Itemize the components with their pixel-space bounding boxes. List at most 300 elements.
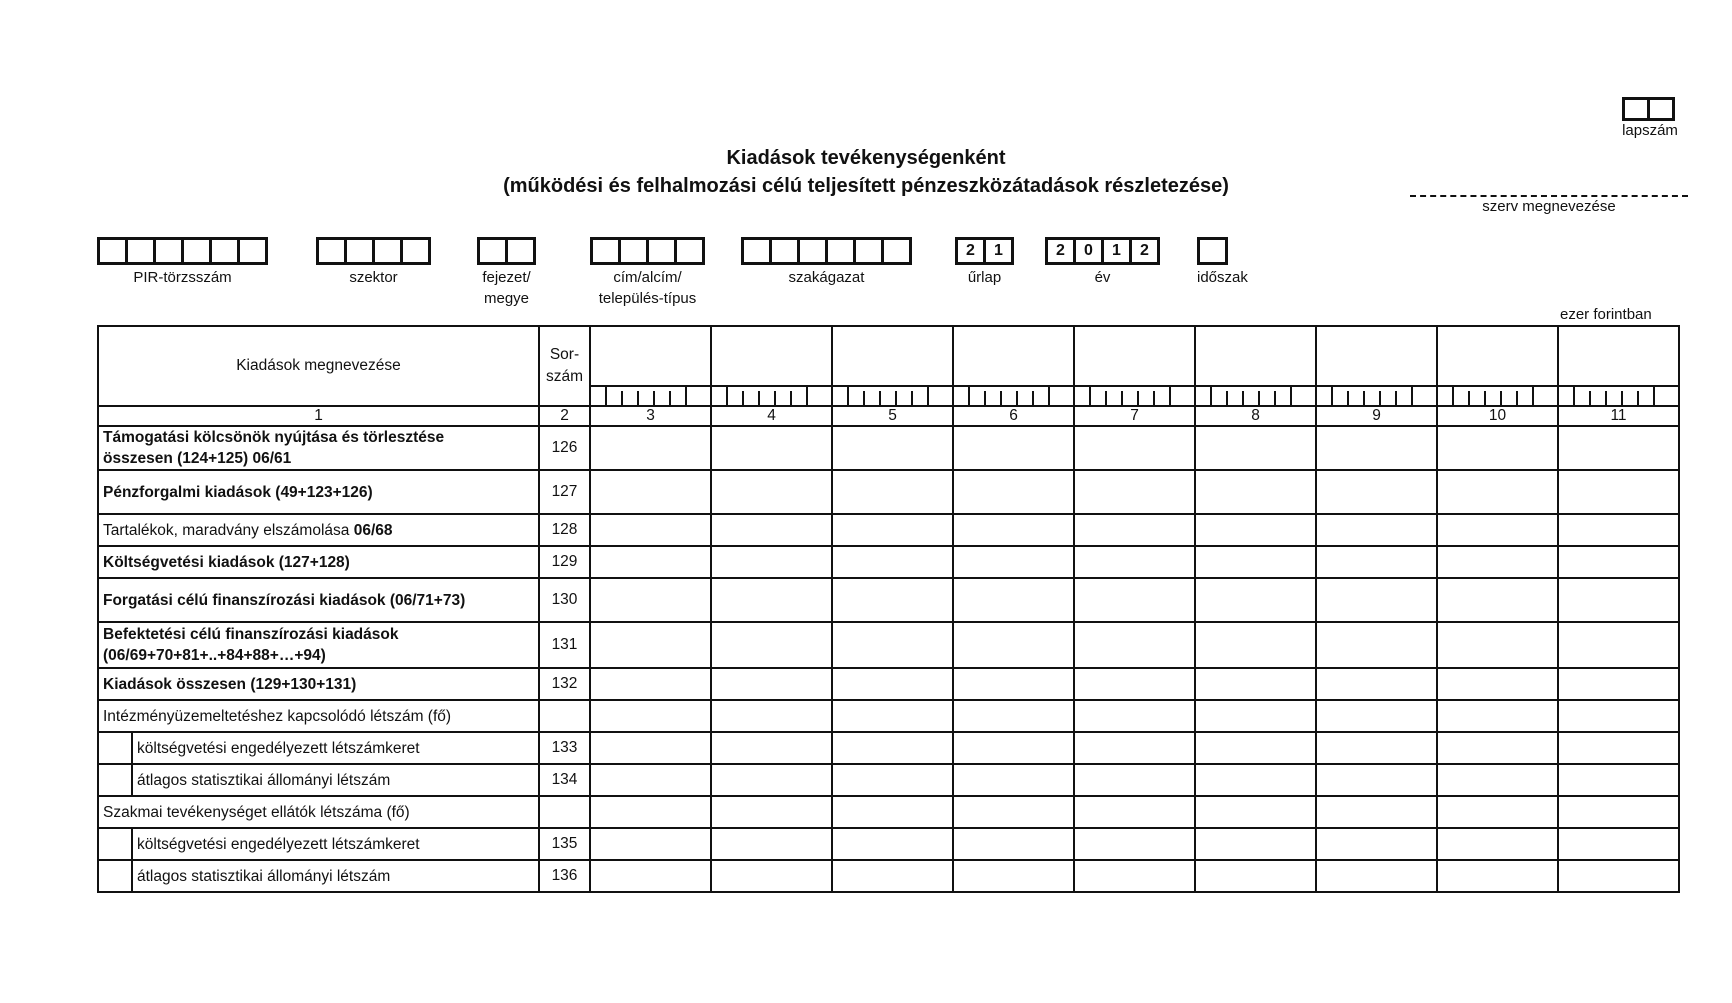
- form-title-block: [0, 144, 1732, 200]
- code-ticks: [1210, 387, 1306, 405]
- id-field-label: [97, 267, 268, 288]
- id-field-box[interactable]: 2: [1045, 237, 1076, 265]
- data-cell[interactable]: [590, 796, 711, 828]
- table-row: [98, 514, 1679, 546]
- data-cell[interactable]: [1558, 514, 1679, 546]
- code-tick-cell[interactable]: [1195, 386, 1316, 406]
- data-cell[interactable]: [1074, 546, 1195, 578]
- id-field-box[interactable]: [1197, 237, 1228, 265]
- id-field-box[interactable]: [125, 237, 156, 265]
- unit-label: ezer forintban: [1560, 306, 1652, 323]
- tick-mark: [774, 391, 776, 405]
- data-cell[interactable]: [1437, 622, 1558, 668]
- row-name: [98, 668, 539, 700]
- data-cell[interactable]: [711, 622, 832, 668]
- data-cell[interactable]: [1195, 860, 1316, 892]
- tick-mark: [669, 391, 671, 405]
- row-name-text-line2: összesen (124+125) 06/61: [103, 450, 292, 467]
- data-cell[interactable]: [1074, 700, 1195, 732]
- id-field-label: [590, 267, 705, 309]
- tick-mark: [1573, 385, 1575, 405]
- code-tick-cell[interactable]: [1437, 386, 1558, 406]
- data-cell[interactable]: [1195, 732, 1316, 764]
- data-cell[interactable]: [711, 732, 832, 764]
- code-tick-cell[interactable]: [1074, 386, 1195, 406]
- id-field-boxes[interactable]: [97, 237, 268, 265]
- row-number: 134: [539, 764, 590, 796]
- row-name: [98, 622, 539, 668]
- row-name: [98, 426, 539, 470]
- row-name-text: Támogatási kölcsönök nyújtása és törlesztése: [103, 429, 445, 446]
- tick-mark: [1290, 385, 1292, 405]
- data-cell[interactable]: [1074, 578, 1195, 622]
- data-cell[interactable]: [590, 426, 711, 470]
- data-cell[interactable]: [1074, 668, 1195, 700]
- data-cell[interactable]: [1074, 860, 1195, 892]
- tick-mark: [637, 391, 639, 405]
- data-cell[interactable]: [953, 764, 1074, 796]
- data-cell[interactable]: [832, 546, 953, 578]
- data-cell[interactable]: [590, 732, 711, 764]
- data-cell[interactable]: [1074, 470, 1195, 514]
- data-cell[interactable]: [832, 668, 953, 700]
- tick-mark: [742, 391, 744, 405]
- col-header-blank[interactable]: [711, 326, 832, 386]
- id-field-box[interactable]: [853, 237, 884, 265]
- data-cell[interactable]: [1558, 470, 1679, 514]
- data-cell[interactable]: [1437, 668, 1558, 700]
- data-cell[interactable]: [1316, 514, 1437, 546]
- data-cell[interactable]: [1437, 514, 1558, 546]
- tick-mark: [621, 391, 623, 405]
- data-cell[interactable]: [1074, 426, 1195, 470]
- data-cell[interactable]: [1074, 796, 1195, 828]
- id-field-box[interactable]: [618, 237, 649, 265]
- data-cell[interactable]: [1195, 622, 1316, 668]
- data-cell[interactable]: [953, 732, 1074, 764]
- id-field-box[interactable]: [477, 237, 508, 265]
- tick-mark: [1032, 391, 1034, 405]
- data-cell[interactable]: [832, 514, 953, 546]
- lapszam-boxes[interactable]: [1622, 97, 1675, 121]
- data-cell[interactable]: [953, 860, 1074, 892]
- id-field-group: [316, 237, 431, 288]
- id-field-box[interactable]: [646, 237, 677, 265]
- data-cell[interactable]: [590, 860, 711, 892]
- id-field-boxes[interactable]: [590, 237, 705, 265]
- tick-mark: [911, 391, 913, 405]
- data-cell[interactable]: [1558, 764, 1679, 796]
- tick-mark: [1210, 385, 1212, 405]
- data-cell[interactable]: [1437, 426, 1558, 470]
- id-field-boxes[interactable]: [316, 237, 431, 265]
- lapszam-label: lapszám: [1622, 122, 1678, 139]
- tick-mark: [1258, 391, 1260, 405]
- col-header-blank[interactable]: [1195, 326, 1316, 386]
- data-cell[interactable]: [1437, 470, 1558, 514]
- code-ticks: [1573, 387, 1669, 405]
- tick-mark: [1105, 391, 1107, 405]
- data-cell[interactable]: [1195, 796, 1316, 828]
- data-cell[interactable]: [1195, 426, 1316, 470]
- id-field-box[interactable]: [881, 237, 912, 265]
- data-cell[interactable]: [1195, 470, 1316, 514]
- col-header-blank[interactable]: [1437, 326, 1558, 386]
- id-field-label: [1197, 267, 1248, 288]
- row-name-text: Kiadások összesen (129+130+131): [103, 675, 357, 693]
- code-ticks: [1089, 387, 1185, 405]
- data-cell[interactable]: [1316, 860, 1437, 892]
- data-cell[interactable]: [711, 700, 832, 732]
- data-cell[interactable]: [1437, 860, 1558, 892]
- data-cell[interactable]: [1558, 828, 1679, 860]
- row-name-text: átlagos statisztikai állományi létszám: [137, 867, 391, 885]
- lapszam-box-1[interactable]: [1622, 97, 1650, 121]
- tick-mark: [847, 385, 849, 405]
- data-cell[interactable]: [711, 796, 832, 828]
- data-cell[interactable]: [1558, 796, 1679, 828]
- data-cell[interactable]: [1558, 546, 1679, 578]
- data-cell[interactable]: [1437, 764, 1558, 796]
- data-cell[interactable]: [1316, 764, 1437, 796]
- data-cell[interactable]: [1316, 700, 1437, 732]
- id-field-box[interactable]: [97, 237, 128, 265]
- data-cell[interactable]: [1437, 796, 1558, 828]
- data-cell[interactable]: [711, 764, 832, 796]
- data-cell[interactable]: [953, 700, 1074, 732]
- column-number: 3: [590, 406, 711, 426]
- data-cell[interactable]: [953, 426, 1074, 470]
- code-ticks: [847, 387, 943, 405]
- sorszam-line2: szám: [545, 368, 584, 385]
- data-cell[interactable]: [1316, 732, 1437, 764]
- row-number: 133: [539, 732, 590, 764]
- table-row: [98, 764, 1679, 796]
- tick-mark: [1121, 391, 1123, 405]
- data-cell[interactable]: [1195, 764, 1316, 796]
- data-cell[interactable]: [832, 578, 953, 622]
- tick-mark: [1363, 391, 1365, 405]
- data-cell[interactable]: [711, 860, 832, 892]
- data-cell[interactable]: [1437, 828, 1558, 860]
- tick-mark: [1621, 391, 1623, 405]
- tick-mark: [1500, 391, 1502, 405]
- id-field-box[interactable]: [181, 237, 212, 265]
- row-name: [98, 796, 539, 828]
- data-cell[interactable]: [953, 828, 1074, 860]
- data-cell[interactable]: [953, 578, 1074, 622]
- data-cell[interactable]: [590, 622, 711, 668]
- data-cell[interactable]: [711, 470, 832, 514]
- tick-mark: [927, 385, 929, 405]
- data-cell[interactable]: [1558, 622, 1679, 668]
- id-field-label-line1: év: [1094, 269, 1111, 286]
- code-tick-cell[interactable]: [1558, 386, 1679, 406]
- data-cell[interactable]: [1437, 578, 1558, 622]
- row-name-text: Pénzforgalmi kiadások (49+123+126): [103, 483, 373, 501]
- id-field-box[interactable]: [674, 237, 705, 265]
- data-cell[interactable]: [590, 514, 711, 546]
- data-cell[interactable]: [1195, 700, 1316, 732]
- data-cell[interactable]: [953, 514, 1074, 546]
- tick-mark: [895, 391, 897, 405]
- data-cell[interactable]: [1195, 546, 1316, 578]
- id-field-box[interactable]: [825, 237, 856, 265]
- data-cell[interactable]: [1195, 578, 1316, 622]
- id-field-boxes[interactable]: [1197, 237, 1248, 265]
- data-cell[interactable]: [711, 546, 832, 578]
- id-field-label-line1: PIR-törzsszám: [133, 269, 232, 286]
- code-tick-cell[interactable]: [711, 386, 832, 406]
- data-cell[interactable]: [832, 732, 953, 764]
- table-row: [98, 622, 1679, 668]
- lapszam-box-2[interactable]: [1647, 97, 1675, 121]
- sub-indent: [103, 829, 133, 859]
- data-cell[interactable]: [1195, 828, 1316, 860]
- id-field-group: [1197, 237, 1248, 288]
- data-cell[interactable]: [953, 668, 1074, 700]
- tick-mark: [1137, 391, 1139, 405]
- data-cell[interactable]: [832, 860, 953, 892]
- data-cell[interactable]: [953, 622, 1074, 668]
- table-row: [98, 470, 1679, 514]
- col-header-blank[interactable]: [953, 326, 1074, 386]
- tick-mark: [1016, 391, 1018, 405]
- data-cell[interactable]: [1437, 700, 1558, 732]
- data-cell[interactable]: [832, 796, 953, 828]
- data-cell[interactable]: [1316, 578, 1437, 622]
- data-cell[interactable]: [832, 470, 953, 514]
- col-header-blank[interactable]: [832, 326, 953, 386]
- tick-mark: [653, 391, 655, 405]
- id-field-label-line2: település-típus: [598, 290, 697, 307]
- table-row: [98, 578, 1679, 622]
- data-cell[interactable]: [1074, 828, 1195, 860]
- data-cell[interactable]: [1195, 514, 1316, 546]
- data-cell[interactable]: [1316, 546, 1437, 578]
- row-name: [98, 514, 539, 546]
- data-cell[interactable]: [590, 470, 711, 514]
- row-name: [98, 828, 539, 860]
- id-field-box[interactable]: [153, 237, 184, 265]
- row-name: [98, 546, 539, 578]
- tick-mark: [1532, 385, 1534, 405]
- code-tick-cell[interactable]: [1316, 386, 1437, 406]
- col-header-blank[interactable]: [1316, 326, 1437, 386]
- tick-mark: [1242, 391, 1244, 405]
- col-header-blank[interactable]: [590, 326, 711, 386]
- data-cell[interactable]: [711, 578, 832, 622]
- id-field-box[interactable]: 1: [983, 237, 1014, 265]
- tick-mark: [1468, 391, 1470, 405]
- data-cell[interactable]: [953, 546, 1074, 578]
- data-cell[interactable]: [711, 514, 832, 546]
- id-field-box[interactable]: [316, 237, 347, 265]
- tick-mark: [984, 391, 986, 405]
- row-number: 130: [539, 578, 590, 622]
- id-field-label-line1: szakágazat: [788, 269, 865, 286]
- data-cell[interactable]: [953, 470, 1074, 514]
- id-field-box[interactable]: [209, 237, 240, 265]
- id-field-boxes[interactable]: [741, 237, 912, 265]
- column-number: 8: [1195, 406, 1316, 426]
- tick-mark: [790, 391, 792, 405]
- data-cell[interactable]: [1558, 732, 1679, 764]
- data-cell[interactable]: [590, 764, 711, 796]
- row-number: 129: [539, 546, 590, 578]
- table-row: [98, 426, 1679, 470]
- id-field-box[interactable]: [400, 237, 431, 265]
- code-ticks: [968, 387, 1064, 405]
- szerv-line[interactable]: [1410, 195, 1688, 197]
- id-field-box[interactable]: [769, 237, 800, 265]
- data-cell[interactable]: [590, 700, 711, 732]
- id-field-group: [955, 237, 1014, 288]
- data-cell[interactable]: [1074, 622, 1195, 668]
- id-field-box[interactable]: 1: [1101, 237, 1132, 265]
- data-cell[interactable]: [1074, 732, 1195, 764]
- id-field-box[interactable]: [372, 237, 403, 265]
- col-header-blank[interactable]: [1074, 326, 1195, 386]
- data-cell[interactable]: [953, 796, 1074, 828]
- id-field-boxes[interactable]: [1045, 237, 1160, 265]
- data-cell[interactable]: [590, 578, 711, 622]
- data-cell[interactable]: [1437, 546, 1558, 578]
- id-field-boxes[interactable]: [477, 237, 536, 265]
- data-cell[interactable]: [1316, 470, 1437, 514]
- data-cell[interactable]: [832, 622, 953, 668]
- id-field-label: [316, 267, 431, 288]
- column-number: 2: [539, 406, 590, 426]
- data-cell[interactable]: [1316, 828, 1437, 860]
- data-cell[interactable]: [1316, 796, 1437, 828]
- column-number: 10: [1437, 406, 1558, 426]
- row-name-text: Befektetési célú finanszírozási kiadások: [103, 626, 399, 643]
- id-field-group: [590, 237, 705, 309]
- data-cell[interactable]: [832, 700, 953, 732]
- id-field-box[interactable]: 2: [955, 237, 986, 265]
- id-field-box[interactable]: 0: [1073, 237, 1104, 265]
- tick-mark: [605, 385, 607, 405]
- table-row: [98, 668, 1679, 700]
- tick-mark: [1226, 391, 1228, 405]
- id-field-box[interactable]: [505, 237, 536, 265]
- tick-mark: [1331, 385, 1333, 405]
- data-cell[interactable]: [1437, 732, 1558, 764]
- col-header-name: Kiadások megnevezése: [98, 326, 539, 406]
- id-field-label-line1: űrlap: [967, 269, 1002, 286]
- row-name-text: Költségvetési kiadások (127+128): [103, 553, 350, 571]
- code-tick-cell[interactable]: [953, 386, 1074, 406]
- column-number-row: [98, 406, 1679, 426]
- data-cell[interactable]: [1558, 578, 1679, 622]
- row-name-text: átlagos statisztikai állományi létszám: [137, 771, 391, 789]
- row-name: [98, 578, 539, 622]
- code-ticks: [605, 387, 701, 405]
- row-number: 128: [539, 514, 590, 546]
- id-field-box[interactable]: [344, 237, 375, 265]
- code-ticks: [1452, 387, 1548, 405]
- id-field-box[interactable]: [741, 237, 772, 265]
- data-cell[interactable]: [1074, 514, 1195, 546]
- tick-mark: [1048, 385, 1050, 405]
- id-field-group: [477, 237, 536, 309]
- table-row: [98, 546, 1679, 578]
- id-field-label: [477, 267, 536, 309]
- tick-mark: [1395, 391, 1397, 405]
- code-tick-cell[interactable]: [590, 386, 711, 406]
- data-cell[interactable]: [711, 426, 832, 470]
- row-number: 135: [539, 828, 590, 860]
- code-tick-cell[interactable]: [832, 386, 953, 406]
- tick-mark: [1169, 385, 1171, 405]
- data-cell[interactable]: [590, 828, 711, 860]
- data-cell[interactable]: [1558, 700, 1679, 732]
- data-cell[interactable]: [832, 828, 953, 860]
- row-name-text: Forgatási célú finanszírozási kiadások (06/71+73): [103, 591, 466, 609]
- row-name: [98, 700, 539, 732]
- column-number: 4: [711, 406, 832, 426]
- id-field-group: [1045, 237, 1160, 288]
- data-cell[interactable]: [590, 546, 711, 578]
- row-number: 132: [539, 668, 590, 700]
- data-cell[interactable]: [1316, 668, 1437, 700]
- data-cell[interactable]: [1195, 668, 1316, 700]
- id-field-label-line1: fejezet/: [482, 269, 531, 286]
- data-cell[interactable]: [832, 426, 953, 470]
- id-field-label-line2: megye: [483, 290, 530, 307]
- id-field-box[interactable]: [237, 237, 268, 265]
- id-field-label-line1: cím/alcím/: [613, 269, 682, 286]
- tick-mark: [1452, 385, 1454, 405]
- col-header-blank[interactable]: [1558, 326, 1679, 386]
- tick-mark: [1000, 391, 1002, 405]
- header-row: [98, 326, 1679, 386]
- id-field-box[interactable]: [590, 237, 621, 265]
- id-field-box[interactable]: 2: [1129, 237, 1160, 265]
- tick-mark: [1637, 391, 1639, 405]
- szerv-label: szerv megnevezése: [1482, 198, 1616, 215]
- sub-indent: [103, 861, 133, 891]
- table-row: [98, 828, 1679, 860]
- id-field-group: [97, 237, 268, 288]
- column-number: 7: [1074, 406, 1195, 426]
- data-cell[interactable]: [590, 668, 711, 700]
- data-cell[interactable]: [711, 668, 832, 700]
- row-number: 126: [539, 426, 590, 470]
- data-cell[interactable]: [1316, 622, 1437, 668]
- tick-mark: [968, 385, 970, 405]
- id-field-boxes[interactable]: [955, 237, 1014, 265]
- data-cell[interactable]: [1558, 860, 1679, 892]
- data-cell[interactable]: [832, 764, 953, 796]
- data-cell[interactable]: [711, 828, 832, 860]
- data-cell[interactable]: [1074, 764, 1195, 796]
- data-cell[interactable]: [1558, 668, 1679, 700]
- row-name-suffix: 06/68: [353, 521, 393, 539]
- code-ticks: [1331, 387, 1427, 405]
- data-cell[interactable]: [1316, 426, 1437, 470]
- id-field-box[interactable]: [797, 237, 828, 265]
- form-subtitle: (működési és felhalmozási célú teljesített pénzeszközátadások részletezése): [503, 175, 1229, 197]
- tick-mark: [1089, 385, 1091, 405]
- column-number: 9: [1316, 406, 1437, 426]
- row-number: [539, 700, 590, 732]
- tick-mark: [879, 391, 881, 405]
- tick-mark: [1605, 391, 1607, 405]
- id-field-label-line1: időszak: [1197, 269, 1248, 286]
- data-cell[interactable]: [1558, 426, 1679, 470]
